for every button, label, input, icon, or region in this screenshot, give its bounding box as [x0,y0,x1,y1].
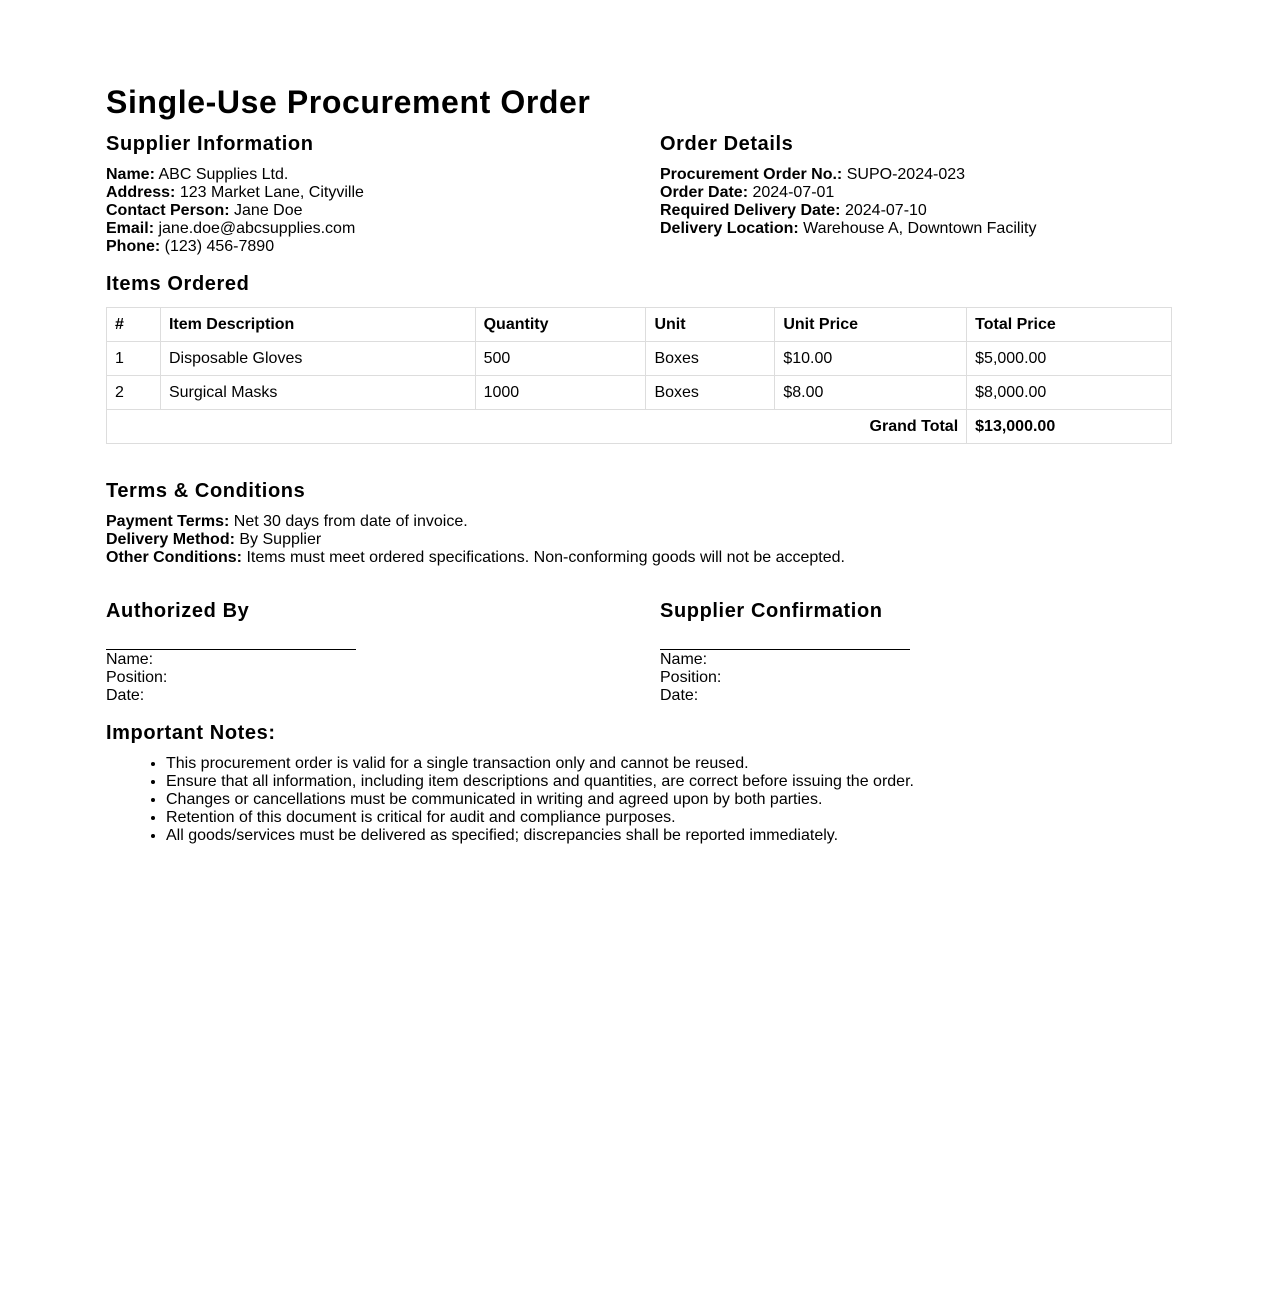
items-ordered-heading: Items Ordered [106,273,250,295]
supplier-confirmation-section [660,600,1180,705]
order-date-row [660,184,1180,202]
order-details-heading: Order Details [660,133,794,155]
delivery-method-value: By Supplier [239,531,322,548]
supplier-confirmation-heading: Supplier Confirmation [660,600,883,622]
list-item: • Retention of this document is critical for audit and compliance purposes. [166,809,1172,827]
table-row [107,342,1172,376]
important-notes-section [106,722,1172,845]
cell-unit: Boxes [646,342,775,376]
important-notes-heading: Important Notes: [106,722,276,744]
authorized-signature-line [106,649,356,650]
cell-unit-price: $8.00 [775,376,967,410]
authorized-date-label: Date: [106,687,145,704]
delivery-location-row [660,220,1180,238]
list-item: • Changes or cancellations must be communicated in writing and agreed upon by both parties. [166,791,1172,809]
document-title: Single-Use Procurement Order [106,84,591,120]
column-header-unit: Unit [646,308,775,342]
column-header-item-description: Item Description [160,308,475,342]
cell-item-description: Surgical Masks [160,376,475,410]
required-delivery-date-label: Required Delivery Date: [660,202,841,219]
supplier-name-label: Name: [106,166,155,183]
payment-terms-row [106,513,1172,531]
required-delivery-date-value: 2024-07-10 [844,202,927,219]
supplier-phone-label: Phone: [106,238,161,255]
order-number-label: Procurement Order No.: [660,166,843,183]
supplier-address-value: 123 Market Lane, Cityville [179,184,364,201]
other-conditions-value: Items must meet ordered specifications. Non-conforming goods will not be accepted. [246,549,845,566]
supplier-information-heading: Supplier Information [106,133,314,155]
cell-quantity: 500 [475,342,646,376]
table-header-row [107,308,1172,342]
column-header-unit-price: Unit Price [775,308,967,342]
confirmation-date-label: Date: [660,687,699,704]
supplier-email-label: Email: [106,220,155,237]
supplier-name-value: ABC Supplies Ltd. [158,166,289,183]
cell-unit: Boxes [646,376,775,410]
supplier-information-section [106,133,626,256]
list-item: • Ensure that all information, including item descriptions and quantities, are correct before issuing the order. [166,773,1172,791]
supplier-signature-line [660,649,910,650]
confirmation-position-label: Position: [660,669,722,686]
supplier-contact-row [106,202,626,220]
grand-total-label: Grand Total [107,410,967,444]
order-number-value: SUPO-2024-023 [846,166,966,183]
confirmation-name-label: Name: [660,651,708,668]
required-delivery-date-row [660,202,1180,220]
delivery-method-label: Delivery Method: [106,531,235,548]
table-row [107,376,1172,410]
grand-total-value: $13,000.00 [967,410,1172,444]
cell-number: 2 [107,376,161,410]
supplier-email-value: jane.doe@abcsupplies.com [158,220,356,237]
supplier-address-label: Address: [106,184,176,201]
order-date-label: Order Date: [660,184,749,201]
supplier-name-row [106,166,626,184]
supplier-phone-row [106,238,626,256]
grand-total-row [107,410,1172,444]
cell-number: 1 [107,342,161,376]
delivery-location-value: Warehouse A, Downtown Facility [803,220,1037,237]
delivery-method-row [106,531,1172,549]
list-item: • This procurement order is valid for a single transaction only and cannot be reused. [166,755,1172,773]
authorized-position-label: Position: [106,669,168,686]
list-item: • All goods/services must be delivered as specified; discrepancies shall be reported immediately. [166,827,1172,845]
cell-total-price: $8,000.00 [967,376,1172,410]
cell-item-description: Disposable Gloves [160,342,475,376]
cell-total-price: $5,000.00 [967,342,1172,376]
terms-and-conditions-heading: Terms & Conditions [106,480,306,502]
supplier-email-row [106,220,626,238]
order-number-row [660,166,1180,184]
cell-quantity: 1000 [475,376,646,410]
delivery-location-label: Delivery Location: [660,220,799,237]
authorized-by-heading: Authorized By [106,600,250,622]
other-conditions-row [106,549,1172,567]
column-header-total-price: Total Price [967,308,1172,342]
payment-terms-value: Net 30 days from date of invoice. [233,513,468,530]
column-header-number: # [107,308,161,342]
order-date-value: 2024-07-01 [752,184,835,201]
important-notes-list [106,755,1172,845]
supplier-address-row [106,184,626,202]
items-table [106,307,1172,444]
payment-terms-label: Payment Terms: [106,513,230,530]
authorized-by-section [106,600,626,705]
cell-unit-price: $10.00 [775,342,967,376]
column-header-quantity: Quantity [475,308,646,342]
supplier-contact-label: Contact Person: [106,202,230,219]
other-conditions-label: Other Conditions: [106,549,242,566]
supplier-contact-value: Jane Doe [234,202,303,219]
terms-and-conditions-section [106,480,1172,567]
authorized-name-label: Name: [106,651,154,668]
supplier-phone-value: (123) 456-7890 [164,238,275,255]
order-details-section [660,133,1180,238]
